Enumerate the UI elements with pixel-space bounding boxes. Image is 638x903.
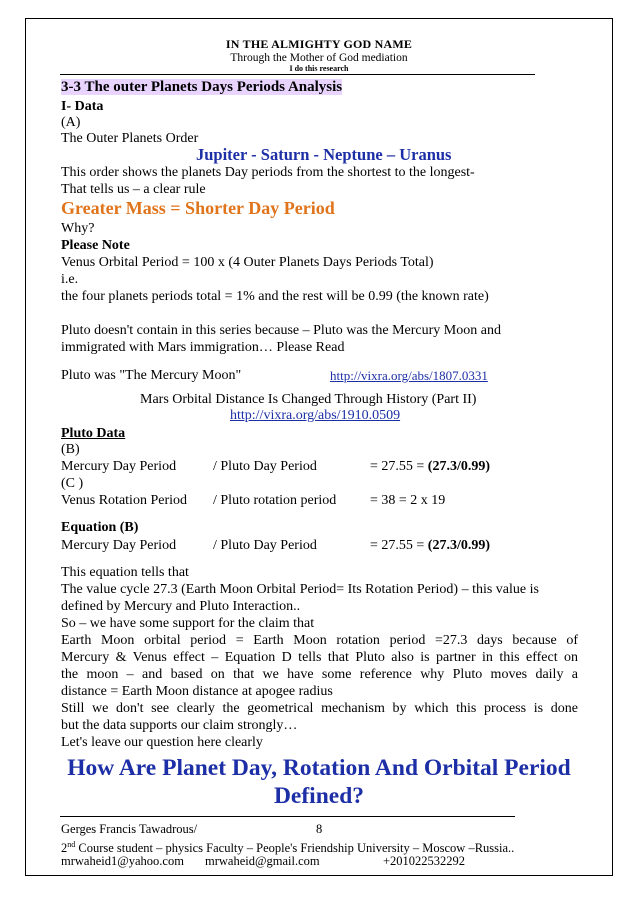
body-line-4: So – we have some support for the claim that	[61, 616, 315, 631]
big-question-line2: Defined?	[273, 783, 365, 809]
order-description: This order shows the planets Day periods from the shortest to the longest-	[61, 165, 475, 180]
header-title: IN THE ALMIGHTY GOD NAME	[225, 37, 413, 51]
pluto-data-heading: Pluto Data	[61, 426, 126, 441]
footer-email-2: mrwaheid@gmail.com	[205, 854, 320, 868]
footer-email-1: mrwaheid1@yahoo.com	[61, 854, 184, 868]
row1-col2: / Pluto Day Period	[213, 459, 317, 474]
body-line-10: but the data supports our claim strongly…	[61, 718, 298, 733]
body-line-5: Earth Moon orbital period = Earth Moon rotation period =27.3 days because of	[61, 633, 578, 648]
footer-course: 2nd Course student – physics Faculty – People's Friendship University – Moscow –Russia..	[61, 840, 515, 856]
vixra-link-1807[interactable]: http://vixra.org/abs/1807.0331	[330, 368, 488, 383]
pluto-paragraph-line2: immigrated with Mars immigration… Please Read	[61, 340, 345, 355]
planet-order: Jupiter - Saturn - Neptune – Uranus	[196, 145, 452, 164]
pluto-was-text: Pluto was "The Mercury Moon"	[61, 368, 242, 383]
periods-total: the four planets periods total = 1% and the rest will be 0.99 (the known rate)	[61, 289, 489, 304]
body-line-1: This equation tells that	[61, 565, 189, 580]
mars-reference-title: Mars Orbital Distance Is Changed Through History (Part II)	[140, 392, 477, 407]
rule-statement: Greater Mass = Shorter Day Period	[61, 198, 335, 218]
label-a: (A)	[61, 115, 81, 130]
label-b: (B)	[61, 442, 80, 457]
table-row	[61, 537, 578, 554]
order-label: The Outer Planets Order	[61, 131, 199, 146]
equation-heading: Equation (B)	[61, 520, 139, 535]
row2-col2: / Pluto rotation period	[213, 493, 337, 508]
row2-col1: Venus Rotation Period	[61, 493, 187, 508]
label-c: (C )	[61, 476, 84, 491]
row2-col3: = 38 = 2 x 19	[370, 493, 446, 508]
venus-formula: Venus Orbital Period = 100 x (4 Outer Planets Days Periods Total)	[61, 255, 434, 270]
page-number: 8	[316, 822, 323, 836]
body-line-8: distance = Earth Moon distance at apogee radius	[61, 684, 333, 699]
pluto-paragraph-line1: Pluto doesn't contain in this series because – Pluto was the Mercury Moon and	[61, 323, 501, 338]
row3-col2: / Pluto Day Period	[213, 538, 317, 553]
row1-col3: = 27.55 = (27.3/0.99)	[370, 459, 491, 474]
vixra-link-1910[interactable]: http://vixra.org/abs/1910.0509	[230, 408, 401, 423]
body-line-9: Still we don't see clearly the geometrical mechanism by which this process is done	[61, 701, 578, 716]
note-heading: Please Note	[61, 238, 130, 253]
section-title: 3-3 The outer Planets Days Periods Analysis	[61, 79, 343, 95]
header-subtitle: Through the Mother of God mediation	[230, 52, 408, 64]
header-rule	[60, 74, 535, 75]
footer-phone: +201022532292	[383, 854, 466, 868]
body-line-2: The value cycle 27.3 (Earth Moon Orbital Period= Its Rotation Period) – this value is	[61, 582, 539, 597]
body-line-6: Mercury & Venus effect – Equation D tells that Pluto also is partner in this effect on	[61, 650, 578, 665]
ie-text: i.e.	[61, 272, 79, 287]
row3-col1: Mercury Day Period	[61, 538, 177, 553]
big-question-line1: How Are Planet Day, Rotation And Orbital Period	[67, 755, 571, 781]
why-question: Why?	[61, 221, 95, 236]
rule-intro: That tells us – a clear rule	[61, 182, 206, 197]
data-heading: I- Data	[61, 99, 104, 114]
header-note: I do this research	[289, 64, 349, 73]
row3-col3: = 27.55 = (27.3/0.99)	[370, 538, 491, 553]
body-line-7: the moon – and based on that we have some reference why Pluto moves daily a	[61, 667, 578, 682]
footer-author: Gerges Francis Tawadrous/	[61, 822, 198, 836]
footer-rule	[60, 816, 515, 817]
body-line-3: defined by Mercury and Pluto Interaction..	[61, 599, 301, 614]
body-line-11: Let's leave our question here clearly	[61, 735, 263, 750]
row1-col1: Mercury Day Period	[61, 459, 177, 474]
table-row	[61, 458, 578, 475]
table-row	[61, 492, 578, 509]
